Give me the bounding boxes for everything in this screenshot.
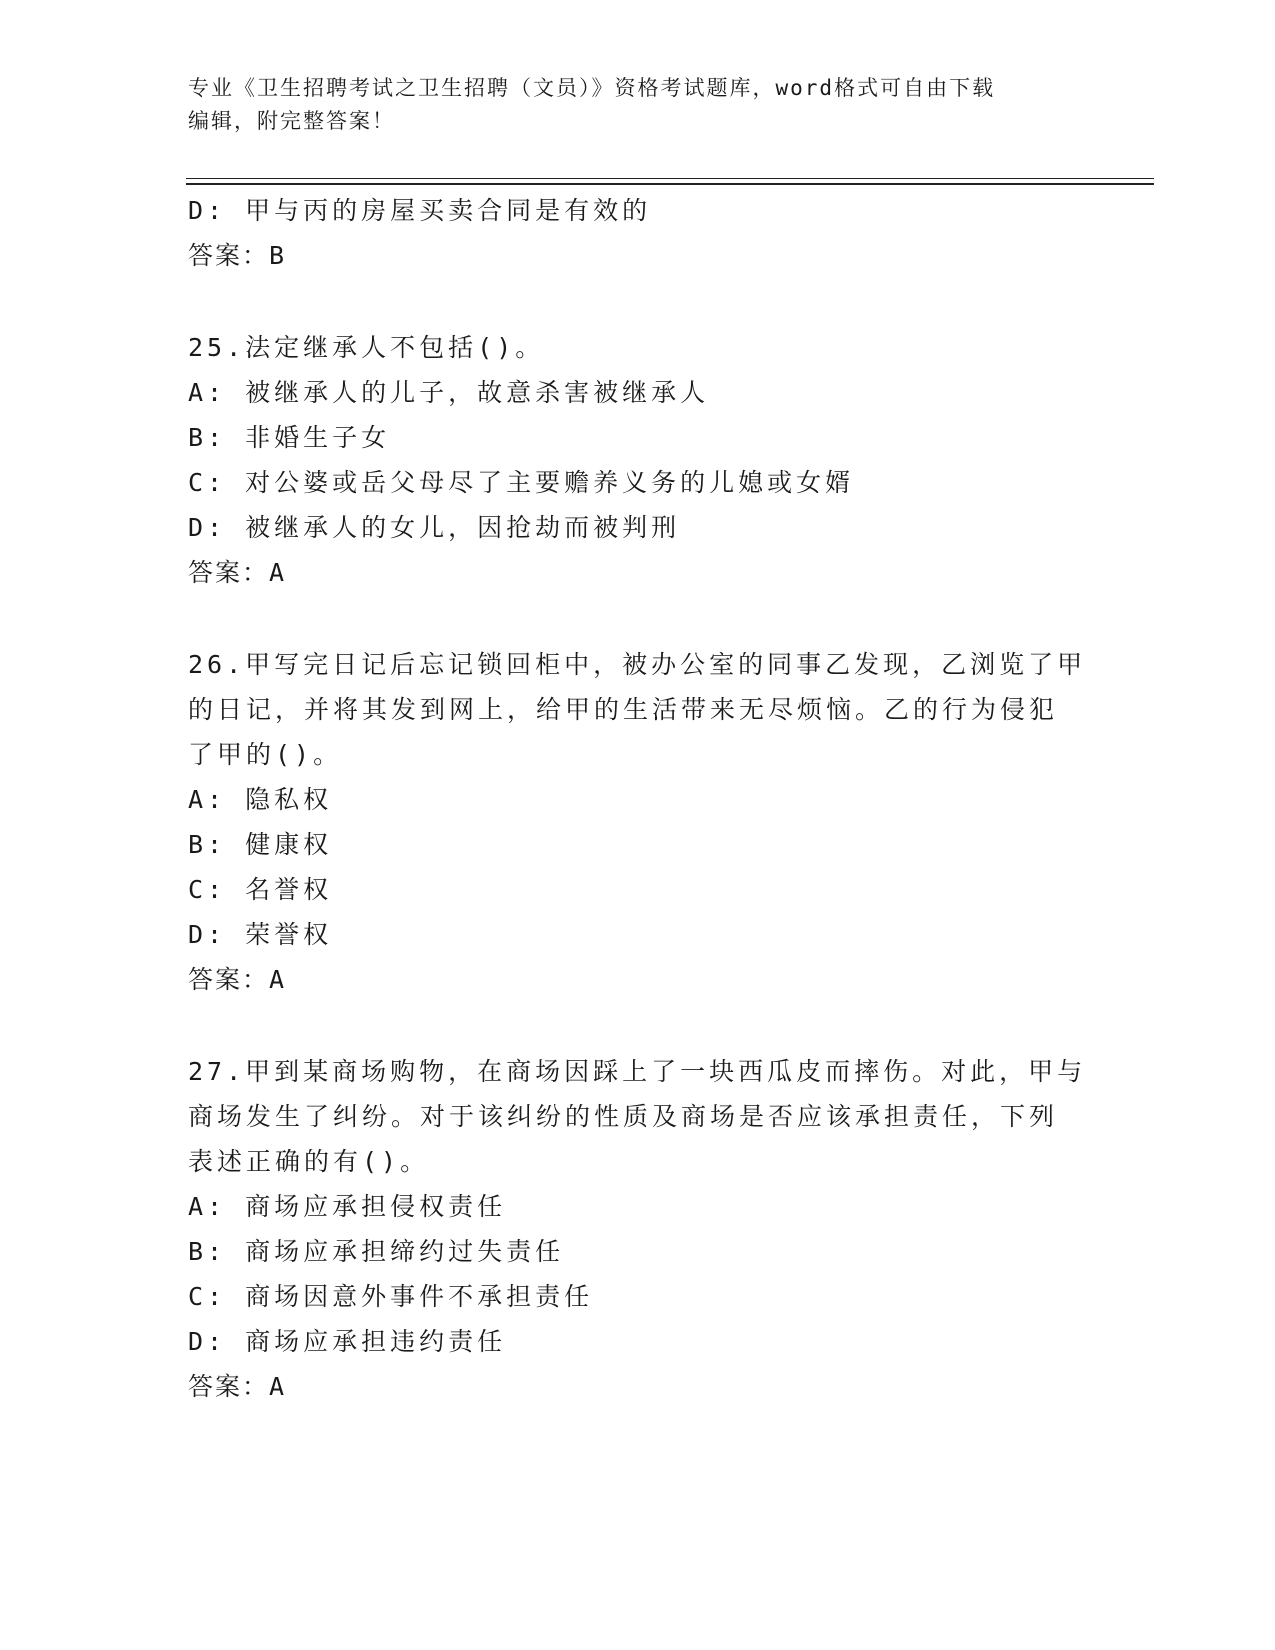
- question-text-line-2: 的日记，并将其发到网上，给甲的生活带来无尽烦恼。乙的行为侵犯: [188, 695, 1059, 724]
- option-a: A: 隐私权: [188, 785, 333, 814]
- option-a: A: 被继承人的儿子，故意杀害被继承人: [188, 378, 710, 407]
- document-header: [188, 72, 1088, 138]
- question-text-line-3: 表述正确的有()。: [188, 1147, 430, 1176]
- question-text-line-3: 了甲的()。: [188, 740, 343, 769]
- answer-line: 答案：A: [188, 558, 287, 587]
- header-divider-thin: [186, 178, 1154, 179]
- answer-line: 答案：B: [188, 241, 287, 270]
- option-d: D: 荣誉权: [188, 920, 333, 949]
- question-26: [188, 642, 1088, 1002]
- option-b: B: 健康权: [188, 830, 333, 859]
- question-text-line-1: 27.甲到某商场购物，在商场因踩上了一块西瓜皮而摔伤。对此，甲与: [188, 1057, 1087, 1086]
- option-d: D: 被继承人的女儿，因抢劫而被判刑: [188, 513, 681, 542]
- question-25: [188, 325, 1088, 595]
- option-c: C: 商场因意外事件不承担责任: [188, 1282, 594, 1311]
- question-24-tail: [188, 188, 1088, 278]
- question-list: [188, 188, 1088, 1409]
- option-b: B: 非婚生子女: [188, 423, 391, 452]
- option-d: D: 商场应承担违约责任: [188, 1327, 507, 1356]
- option-c: C: 名誉权: [188, 875, 333, 904]
- option-a: A: 商场应承担侵权责任: [188, 1192, 507, 1221]
- question-text-line-2: 商场发生了纠纷。对于该纠纷的性质及商场是否应该承担责任，下列: [188, 1102, 1059, 1131]
- option-d: D: 甲与丙的房屋买卖合同是有效的: [188, 196, 652, 225]
- option-c: C: 对公婆或岳父母尽了主要赡养义务的儿媳或女婿: [188, 468, 855, 497]
- answer-line: 答案：A: [188, 1372, 287, 1401]
- question-27: [188, 1049, 1088, 1409]
- option-b: B: 商场应承担缔约过失责任: [188, 1237, 565, 1266]
- question-text: 25.法定继承人不包括()。: [188, 333, 545, 362]
- question-text-line-1: 26.甲写完日记后忘记锁回柜中，被办公室的同事乙发现，乙浏览了甲: [188, 650, 1087, 679]
- answer-line: 答案：A: [188, 965, 287, 994]
- header-divider-thick: [186, 183, 1154, 185]
- header-line-1: 专业《卫生招聘考试之卫生招聘（文员）》资格考试题库，word格式可自由下载: [188, 76, 996, 100]
- header-line-2: 编辑，附完整答案！: [188, 109, 395, 133]
